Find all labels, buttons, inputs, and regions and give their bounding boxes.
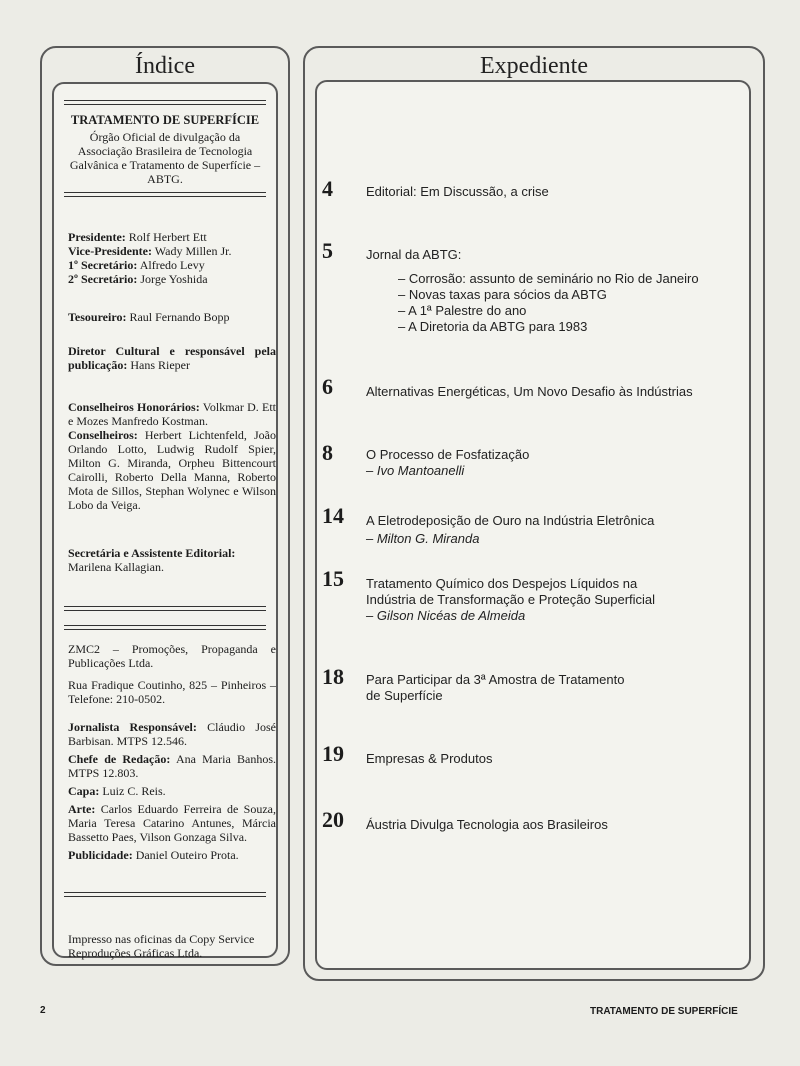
toc-subitem: – Corrosão: assunto de seminário no Rio de Janeiro [398, 271, 699, 286]
treasurer: Tesoureiro: Raul Fernando Bopp [68, 310, 230, 324]
toc-entry-title: Para Participar da 3ª Amostra de Tratamento [366, 672, 625, 687]
board-item: 2º Secretário: Jorge Yoshida [68, 272, 208, 286]
toc-entry-title: Áustria Divulga Tecnologia aos Brasileiros [366, 817, 608, 832]
toc-subitem: – Novas taxas para sócios da ABTG [398, 287, 607, 302]
indice-inner-box [52, 82, 278, 958]
board-item: 1º Secretário: Alfredo Levy [68, 258, 205, 272]
board-item: Presidente: Rolf Herbert Ett [68, 230, 207, 244]
toc-entry-title-line2: de Superfície [366, 688, 443, 703]
divider-block [64, 892, 266, 897]
staff-item: Jornalista Responsável: Cláudio José Barbisan. MTPS 12.546. [68, 720, 276, 748]
running-title: TRATAMENTO DE SUPERFÍCIE [590, 1006, 738, 1017]
page-number: 2 [40, 1005, 46, 1016]
toc-page-number: 5 [322, 238, 333, 263]
divider-block [64, 606, 266, 630]
toc-entry-title: Alternativas Energéticas, Um Novo Desafio às Indústrias [366, 384, 693, 399]
divider [64, 100, 266, 105]
indice-title: Índice [135, 53, 195, 79]
toc-page-number: 14 [322, 503, 344, 528]
toc-entry-title: O Processo de Fosfatização [366, 447, 530, 462]
toc-page-number: 15 [322, 566, 344, 591]
board-list [68, 230, 276, 286]
toc-subitem: – A 1ª Palestre do ano [398, 303, 527, 318]
toc-subitems [398, 271, 699, 335]
toc-entry-title-line2: Indústria de Transformação e Proteção Superficial [366, 592, 656, 607]
editorial-secretary: Secretária e Assistente Editorial: Marilena Kallagian. [68, 546, 236, 574]
toc-page-number: 20 [322, 807, 344, 832]
toc-entry [366, 447, 529, 479]
toc-entry-title: Editorial: Em Discussão, a crise [366, 184, 549, 199]
toc-entry-title: Tratamento Químico dos Despejos Líquidos na [366, 576, 638, 591]
publisher: ZMC2 – Promoções, Propaganda e Publicações Ltda. [68, 642, 276, 670]
printer: Impresso nas oficinas da Copy Service Reproduções Gráficas Ltda. [68, 932, 255, 960]
toc-page-number: 8 [322, 440, 333, 465]
board-item: Vice-Presidente: Wady Millen Jr. [68, 244, 232, 258]
director: Diretor Cultural e responsável pela publicação: Hans Rieper [68, 344, 276, 372]
masthead-subtitle: Órgão Oficial de divulgação da Associação Brasileira de Tecnologia Galvânica e Tratamento de Superfície – ABTG. [69, 130, 261, 186]
divider [64, 892, 266, 897]
toc-page-number: 19 [322, 741, 344, 766]
toc-entry-title: A Eletrodeposição de Ouro na Indústria Eletrônica [366, 513, 655, 528]
toc-subitem: – A Diretoria da ABTG para 1983 [398, 319, 588, 334]
masthead-title: TRATAMENTO DE SUPERFÍCIE [70, 113, 260, 127]
toc-entry-author: – Ivo Mantoanelli [366, 463, 465, 478]
staff-item: Publicidade: Daniel Outeiro Prota. [68, 848, 239, 862]
staff-item: Arte: Carlos Eduardo Ferreira de Souza, Maria Teresa Catarino Antunes, Márcia Bassetto Paes, Vilson Gonzaga Silva. [68, 802, 277, 844]
indice-panel [40, 46, 290, 966]
toc-entry [366, 576, 655, 624]
address: Rua Fradique Coutinho, 825 – Pinheiros – Telefone: 210-0502. [68, 678, 276, 706]
expediente-title: Expediente [480, 53, 588, 79]
toc-entry-title: Empresas & Produtos [366, 751, 493, 766]
toc-entry [366, 513, 654, 547]
toc-entry [366, 672, 624, 704]
toc-entry-author: – Milton G. Miranda [366, 531, 480, 546]
staff-item: Chefe de Redação: Ana Maria Banhos. MTPS 12.803. [68, 752, 276, 780]
toc-page-number: 6 [322, 374, 333, 399]
divider [64, 606, 266, 611]
toc-entry-author: – Gilson Nicéas de Almeida [366, 608, 526, 623]
divider [64, 625, 266, 630]
masthead-block [64, 100, 266, 197]
divider [64, 192, 266, 197]
honorary-counselors: Conselheiros Honorários: Volkmar D. Ett e Mozes Manfredo Kostman. Conselheiros: Herbert Lichtenfeld, João Orlando Lotto, Ludwig Rudolf Spier, Milton G. Miranda, Orpheu Bittencourt Cairolli, Roberto Della Manna, Roberto Mota de Sillos, Stephan Wolynec e Wilson Lobo da Veiga. [68, 400, 277, 512]
toc-page-number: 4 [322, 176, 333, 201]
staff-item: Capa: Luiz C. Reis. [68, 784, 166, 798]
toc-entry-title: Jornal da ABTG: [366, 247, 462, 262]
staff-list [68, 720, 276, 862]
toc-page-number: 18 [322, 664, 344, 689]
